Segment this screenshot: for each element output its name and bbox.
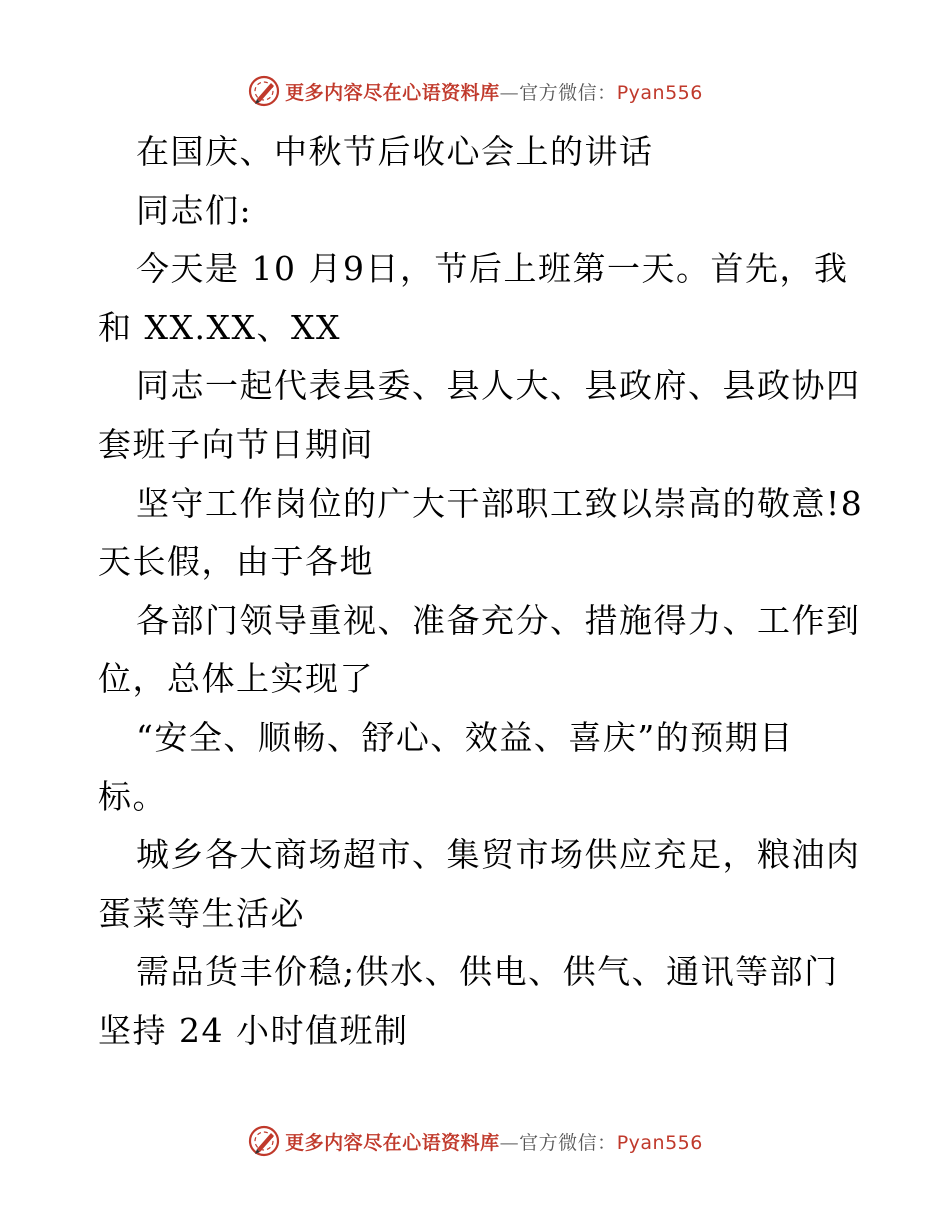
footer-watermark [0,1121,950,1161]
salutation: 同志们: [136,190,253,230]
paragraph-line: 坚持 24 小时值班制 [98,1010,409,1050]
paragraph-line: 位，总体上实现了 [98,659,374,699]
watermark-wechat-label: 官方微信： [519,1131,617,1154]
paragraph-line: 标。 [98,776,167,816]
watermark-wechat-id: Pyan556 [616,1131,703,1154]
paragraph-line: 今天是 10 月9日，节后上班第一天。首先，我 [136,249,849,289]
pen-nib-logo-icon [247,1124,281,1158]
pen-nib-logo-icon [247,74,281,108]
watermark-wechat-id: Pyan556 [616,81,703,104]
paragraph-line: 蛋菜等生活必 [98,893,305,933]
watermark-separator: — [499,81,520,104]
paragraph-line: “安全、顺畅、舒心、效益、喜庆”的预期目 [136,717,794,757]
paragraph-line: 坚守工作岗位的广大干部职工致以崇高的敬意!8 [136,483,864,523]
paragraph-line: 天长假，由于各地 [98,542,374,582]
paragraph-line: 套班子向节日期间 [98,424,374,464]
paragraph-line: 同志一起代表县委、县人大、县政府、县政协四 [136,366,861,406]
watermark-wechat-label: 官方微信： [519,81,617,104]
watermark-text [285,78,703,105]
watermark-brand: 更多内容尽在心语资料库 [285,1131,500,1154]
watermark-text [285,1128,703,1155]
watermark-separator: — [499,1131,520,1154]
paragraph-line: 需品货丰价稳;供水、供电、供气、通讯等部门 [136,952,839,992]
paragraph-line: 各部门领导重视、准备充分、措施得力、工作到 [136,600,861,640]
header-watermark [0,71,950,111]
paragraph-line: 城乡各大商场超市、集贸市场供应充足，粮油肉 [136,835,861,875]
document-body [98,123,864,1061]
watermark-brand: 更多内容尽在心语资料库 [285,81,500,104]
paragraph-line: 和 XX.XX、XX [98,307,341,347]
document-title: 在国庆、中秋节后收心会上的讲话 [136,132,654,171]
